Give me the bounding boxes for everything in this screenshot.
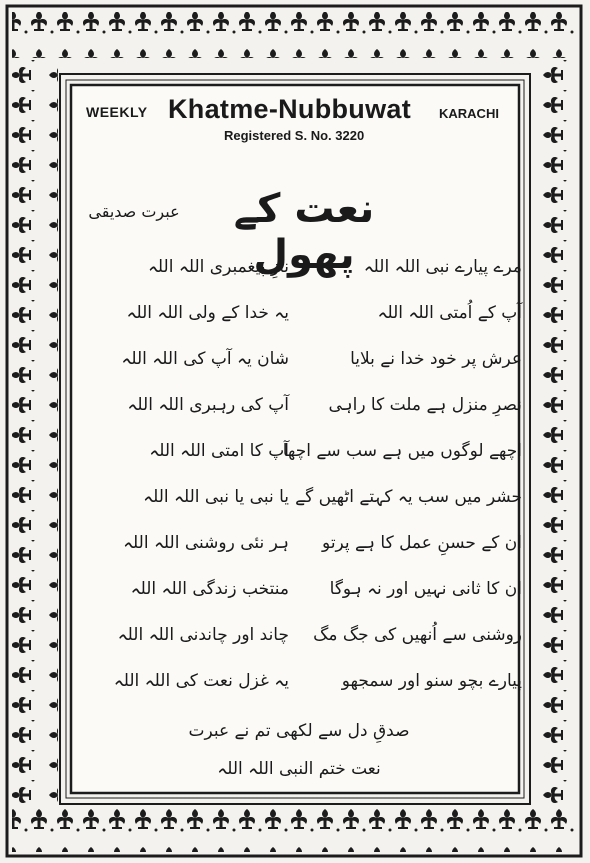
- couplet-second-line: یہ غزل نعت کی اللہ اللہ: [113, 671, 289, 691]
- couplet-row: [74, 256, 522, 302]
- couplet-first-line: ان کا ثانی نہیں اور نہ ہوگا: [329, 579, 522, 599]
- couplet-second-line: نازِ پیغمبری اللہ اللہ: [147, 257, 289, 277]
- couplet-second-line: یا نبی یا نبی اللہ اللہ: [143, 487, 289, 507]
- couplet-second-line: منتخب زندگی اللہ اللہ: [130, 579, 289, 599]
- couplet-second-line: ہر نئی روشنی اللہ اللہ: [123, 533, 289, 553]
- masthead-registration: Registered S. No. 3220: [224, 128, 365, 143]
- closing-line: نعت ختم النبی اللہ اللہ: [217, 759, 381, 779]
- masthead: [74, 94, 522, 158]
- couplet-first-line: حشر میں سب یہ کہتے اٹھیں گے: [295, 487, 522, 507]
- poem-title: نعت کے پھول: [233, 186, 375, 278]
- couplet-second-line: چاند اور چاندنی اللہ اللہ: [117, 625, 289, 645]
- couplet-row: [74, 578, 522, 624]
- couplet-list: [74, 256, 522, 716]
- couplet-row: [74, 394, 522, 440]
- couplet-second-line: یہ خدا کے ولی اللہ اللہ: [126, 303, 289, 323]
- couplet-row: [74, 532, 522, 578]
- couplet-second-line: شان یہ آپ کی اللہ اللہ: [121, 349, 289, 369]
- masthead-city: KARACHI: [439, 106, 499, 121]
- couplet-first-line: عرش پر خود خدا نے بلایا: [350, 349, 522, 369]
- couplet-first-line: اچھے لوگوں میں ہے سب سے اچھا: [282, 441, 522, 461]
- content-area: [74, 94, 522, 800]
- masthead-title: Khatme-Nubbuwat: [168, 94, 411, 124]
- poet-name: عبرت صدیقی: [88, 202, 180, 221]
- couplet-second-line: آپ کی رہبری اللہ اللہ: [127, 395, 289, 415]
- couplet-row: [74, 348, 522, 394]
- couplet-first-line: مرے پیارے نبی اللہ اللہ: [363, 257, 522, 277]
- couplet-row: [74, 624, 522, 670]
- couplet-first-line: روشنی سے اُنھیں کی جگ مگ: [313, 625, 522, 645]
- couplet-row: [74, 486, 522, 532]
- couplet-first-line: نصرِ منزل ہے ملت کا راہی: [328, 395, 522, 415]
- couplet-row: [74, 302, 522, 348]
- couplet-second-line: آپ کا امتی اللہ اللہ: [149, 441, 289, 461]
- masthead-frequency: WEEKLY: [86, 104, 148, 120]
- couplet-row: [74, 670, 522, 716]
- couplet-row: [74, 440, 522, 486]
- couplet-first-line: آپ کے اُمتی اللہ اللہ: [377, 303, 522, 323]
- couplet-first-line: پیارے بچو سنو اور سمجھو: [341, 671, 522, 691]
- closing-line: صدقِ دل سے لکھی تم نے عبرت: [188, 721, 410, 741]
- couplet-first-line: ان کے حسنِ عمل کا ہے پرتو: [322, 533, 522, 553]
